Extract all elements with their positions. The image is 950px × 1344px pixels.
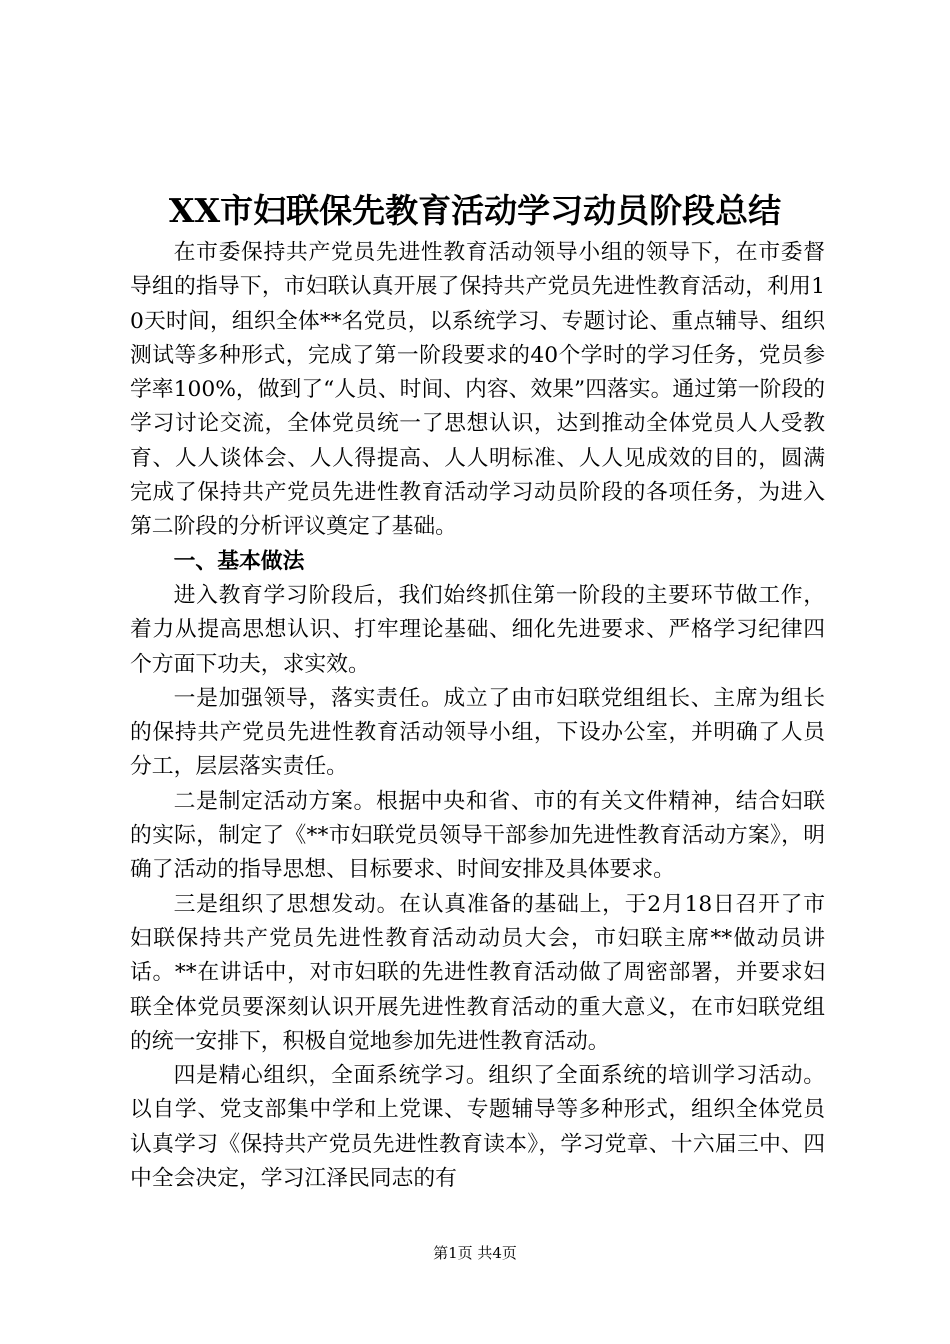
item-3-paragraph: 三是组织了思想发动。在认真准备的基础上，于2月18日召开了市妇联保持共产党员先进性教育活动动员大会，市妇联主席**做动员讲话。**在讲话中，对市妇联的先进性教育活动做了周密部署，并要求妇联全体党员要深刻认识开展先进性教育活动的重大意义，在市妇联党组的统一安排下，积极自觉地参加先进性教育活动。 [130,891,825,1054]
document-body [130,236,825,1196]
item-2-paragraph: 二是制定活动方案。根据中央和省、市的有关文件精神，结合妇联的实际，制定了《**市妇联党员领导干部参加先进性教育活动方案》，明确了活动的指导思想、目标要求、时间安排及具体要求。 [130,788,825,883]
section-heading-basic-practices: 一、基本做法 [173,548,305,574]
page-number: 第1页 [433,1244,473,1262]
intro-paragraph: 在市委保持共产党员先进性教育活动领导小组的领导下，在市委督导组的指导下，市妇联认真开展了保持共产党员先进性教育活动，利用10天时间，组织全体**名党员，以系统学习、专题讨论、重点辅导、组织测试等多种形式，完成了第一阶段要求的40个学时的学习任务，党员参学率100%，做到了“人员、时间、内容、效果”四落实。通过第一阶段的学习讨论交流，全体党员统一了思想认识，达到推动全体党员人人受教育、人人谈体会、人人得提高、人人明标准、人人见成效的目的，圆满完成了保持共产党员先进性教育活动学习动员阶段的各项任务，为进入第二阶段的分析评议奠定了基础。 [130,240,825,540]
item-1-paragraph: 一是加强领导，落实责任。成立了由市妇联党组组长、主席为组长的保持共产党员先进性教育活动领导小组，下设办公室，并明确了人员分工，层层落实责任。 [130,685,825,780]
page-footer [0,1243,950,1263]
item-4-paragraph: 四是精心组织，全面系统学习。组织了全面系统的培训学习活动。以自学、党支部集中学和上党课、专题辅导等多种形式，组织全体党员认真学习《保持共产党员先进性教育读本》，学习党章、十六届三中、四中全会决定，学习江泽民同志的有 [130,1063,825,1192]
document-title: XX市妇联保先教育活动学习动员阶段总结 [168,191,782,230]
page-total: 共4页 [477,1244,517,1262]
section-intro-paragraph: 进入教育学习阶段后，我们始终抓住第一阶段的主要环节做工作，着力从提高思想认识、打牢理论基础、细化先进要求、严格学习纪律四个方面下功夫，求实效。 [130,582,825,677]
